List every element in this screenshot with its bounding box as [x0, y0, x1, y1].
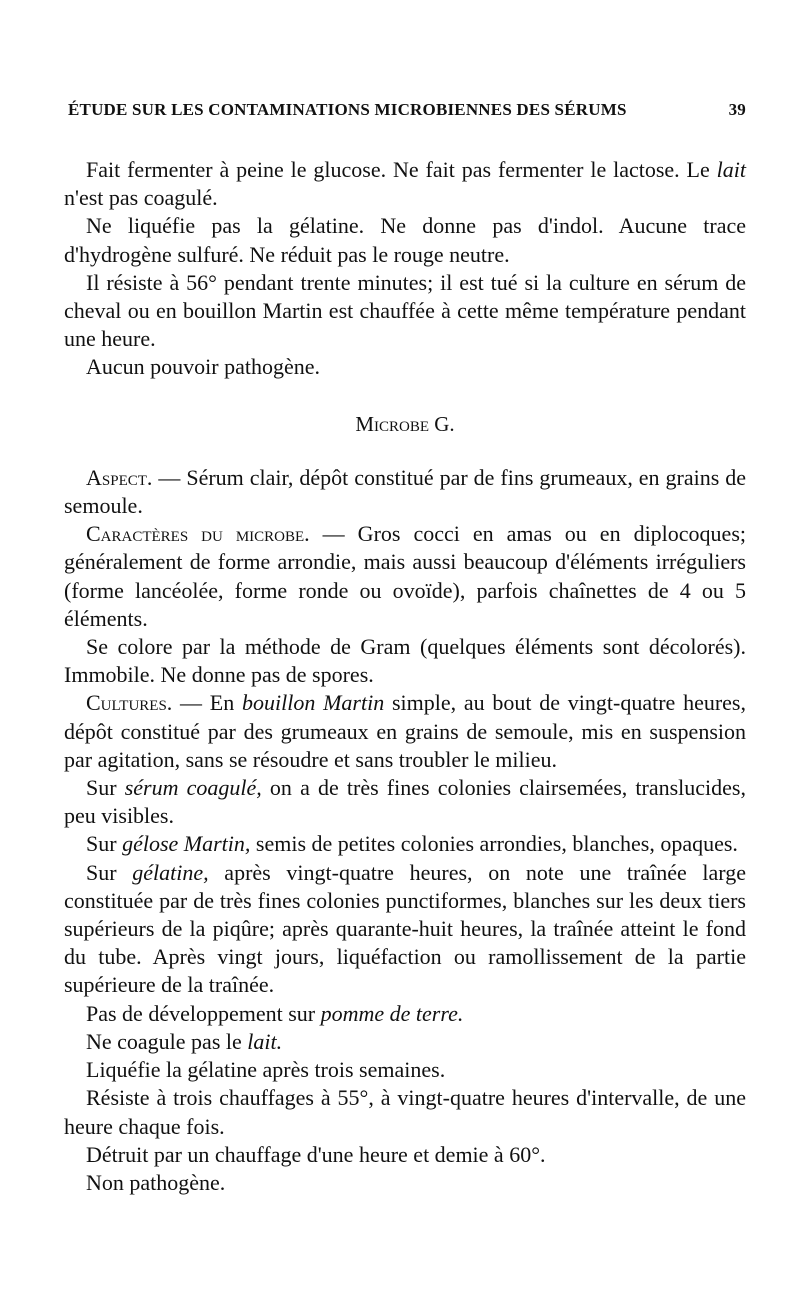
paragraph-detruit: Détruit par un chauffage d'une heure et demie à 60°. — [86, 1141, 546, 1167]
paragraph-pomme-de-terre: Pas de développement sur pomme de terre. — [86, 1000, 464, 1026]
section-title: Microbe G. — [355, 411, 455, 436]
paragraph-cultures: Cultures. — En bouillon Martin simple, au bout de vingt-quatre heures, dépôt constitué par des grumeaux en grains de semoule, mis en suspension par agitation, sans se résoudre et sans troubler le milieu. — [64, 690, 746, 772]
paragraph-gelatine: Ne liquéfie pas la gélatine. Ne donne pas d'indol. Aucune trace d'hydrogène sulfuré. Ne réduit pas le rouge neutre. — [64, 213, 746, 267]
italic-lait: lait — [716, 157, 746, 182]
header-title: ÉTUDE SUR LES CONTAMINATIONS MICROBIENNES DES SÉRUMS — [68, 100, 627, 119]
paragraph-non-pathogene: Non pathogène. — [86, 1169, 226, 1195]
paragraph-lait: Ne coagule pas le lait. — [86, 1028, 283, 1054]
page — [64, 100, 746, 1197]
paragraph-glucose: Fait fermenter à peine le glucose. Ne fait pas fermenter le lactose. Le lait n'est pas coagulé. — [64, 157, 746, 211]
paragraph-gelatine-culture: Sur gélatine, après vingt-quatre heures, on note une traînée large constituée par de très fines colonies punctiformes, blanches sur les deux tiers supérieurs de la piqûre; après quarante-huit heures, la traînée atteint le fond du tube. Après vingt jours, liquéfaction ou ramollissement de la partie supérieure de la traînée. — [64, 859, 746, 998]
paragraph-gelose: Sur gélose Martin, semis de petites colonies arrondies, blanches, opaques. — [86, 831, 738, 857]
paragraph-resistance: Il résiste à 56° pendant trente minutes; il est tué si la culture en sérum de cheval ou en bouillon Martin est chauffée à cette même température pendant une heure. — [64, 269, 746, 352]
label-cultures: Cultures. — [86, 690, 173, 716]
paragraph-pathogenicity: Aucun pouvoir pathogène. — [86, 354, 320, 380]
paragraph-resiste: Résiste à trois chauffages à 55°, à vingt-quatre heures d'intervalle, de une heure chaque fois. — [64, 1085, 746, 1139]
page-number: 39 — [728, 100, 746, 119]
label-caracteres: Caractères du microbe. — [86, 521, 310, 547]
body-text — [64, 156, 746, 1197]
running-head — [68, 100, 746, 120]
paragraph-serum: Sur sérum coagulé, on a de très fines colonies clairsemées, translucides, peu visibles. — [64, 775, 746, 829]
paragraph-gram: Se colore par la méthode de Gram (quelques éléments sont décolorés). Immobile. Ne donne pas de spores. — [64, 634, 746, 688]
paragraph-aspect: Aspect. — Sérum clair, dépôt constitué par de fins grumeaux, en grains de semoule. — [64, 464, 746, 519]
paragraph-liquefie: Liquéfie la gélatine après trois semaines. — [86, 1057, 446, 1083]
paragraph-caracteres: Caractères du microbe. — Gros cocci en amas ou en diplocoques; généralement de forme arrondie, mais aussi beaucoup d'éléments irréguliers (forme lancéolée, forme ronde ou ovoïde), parfois chaînettes de 4 ou 5 éléments. — [64, 521, 746, 631]
label-aspect: Aspect. — [86, 464, 153, 490]
